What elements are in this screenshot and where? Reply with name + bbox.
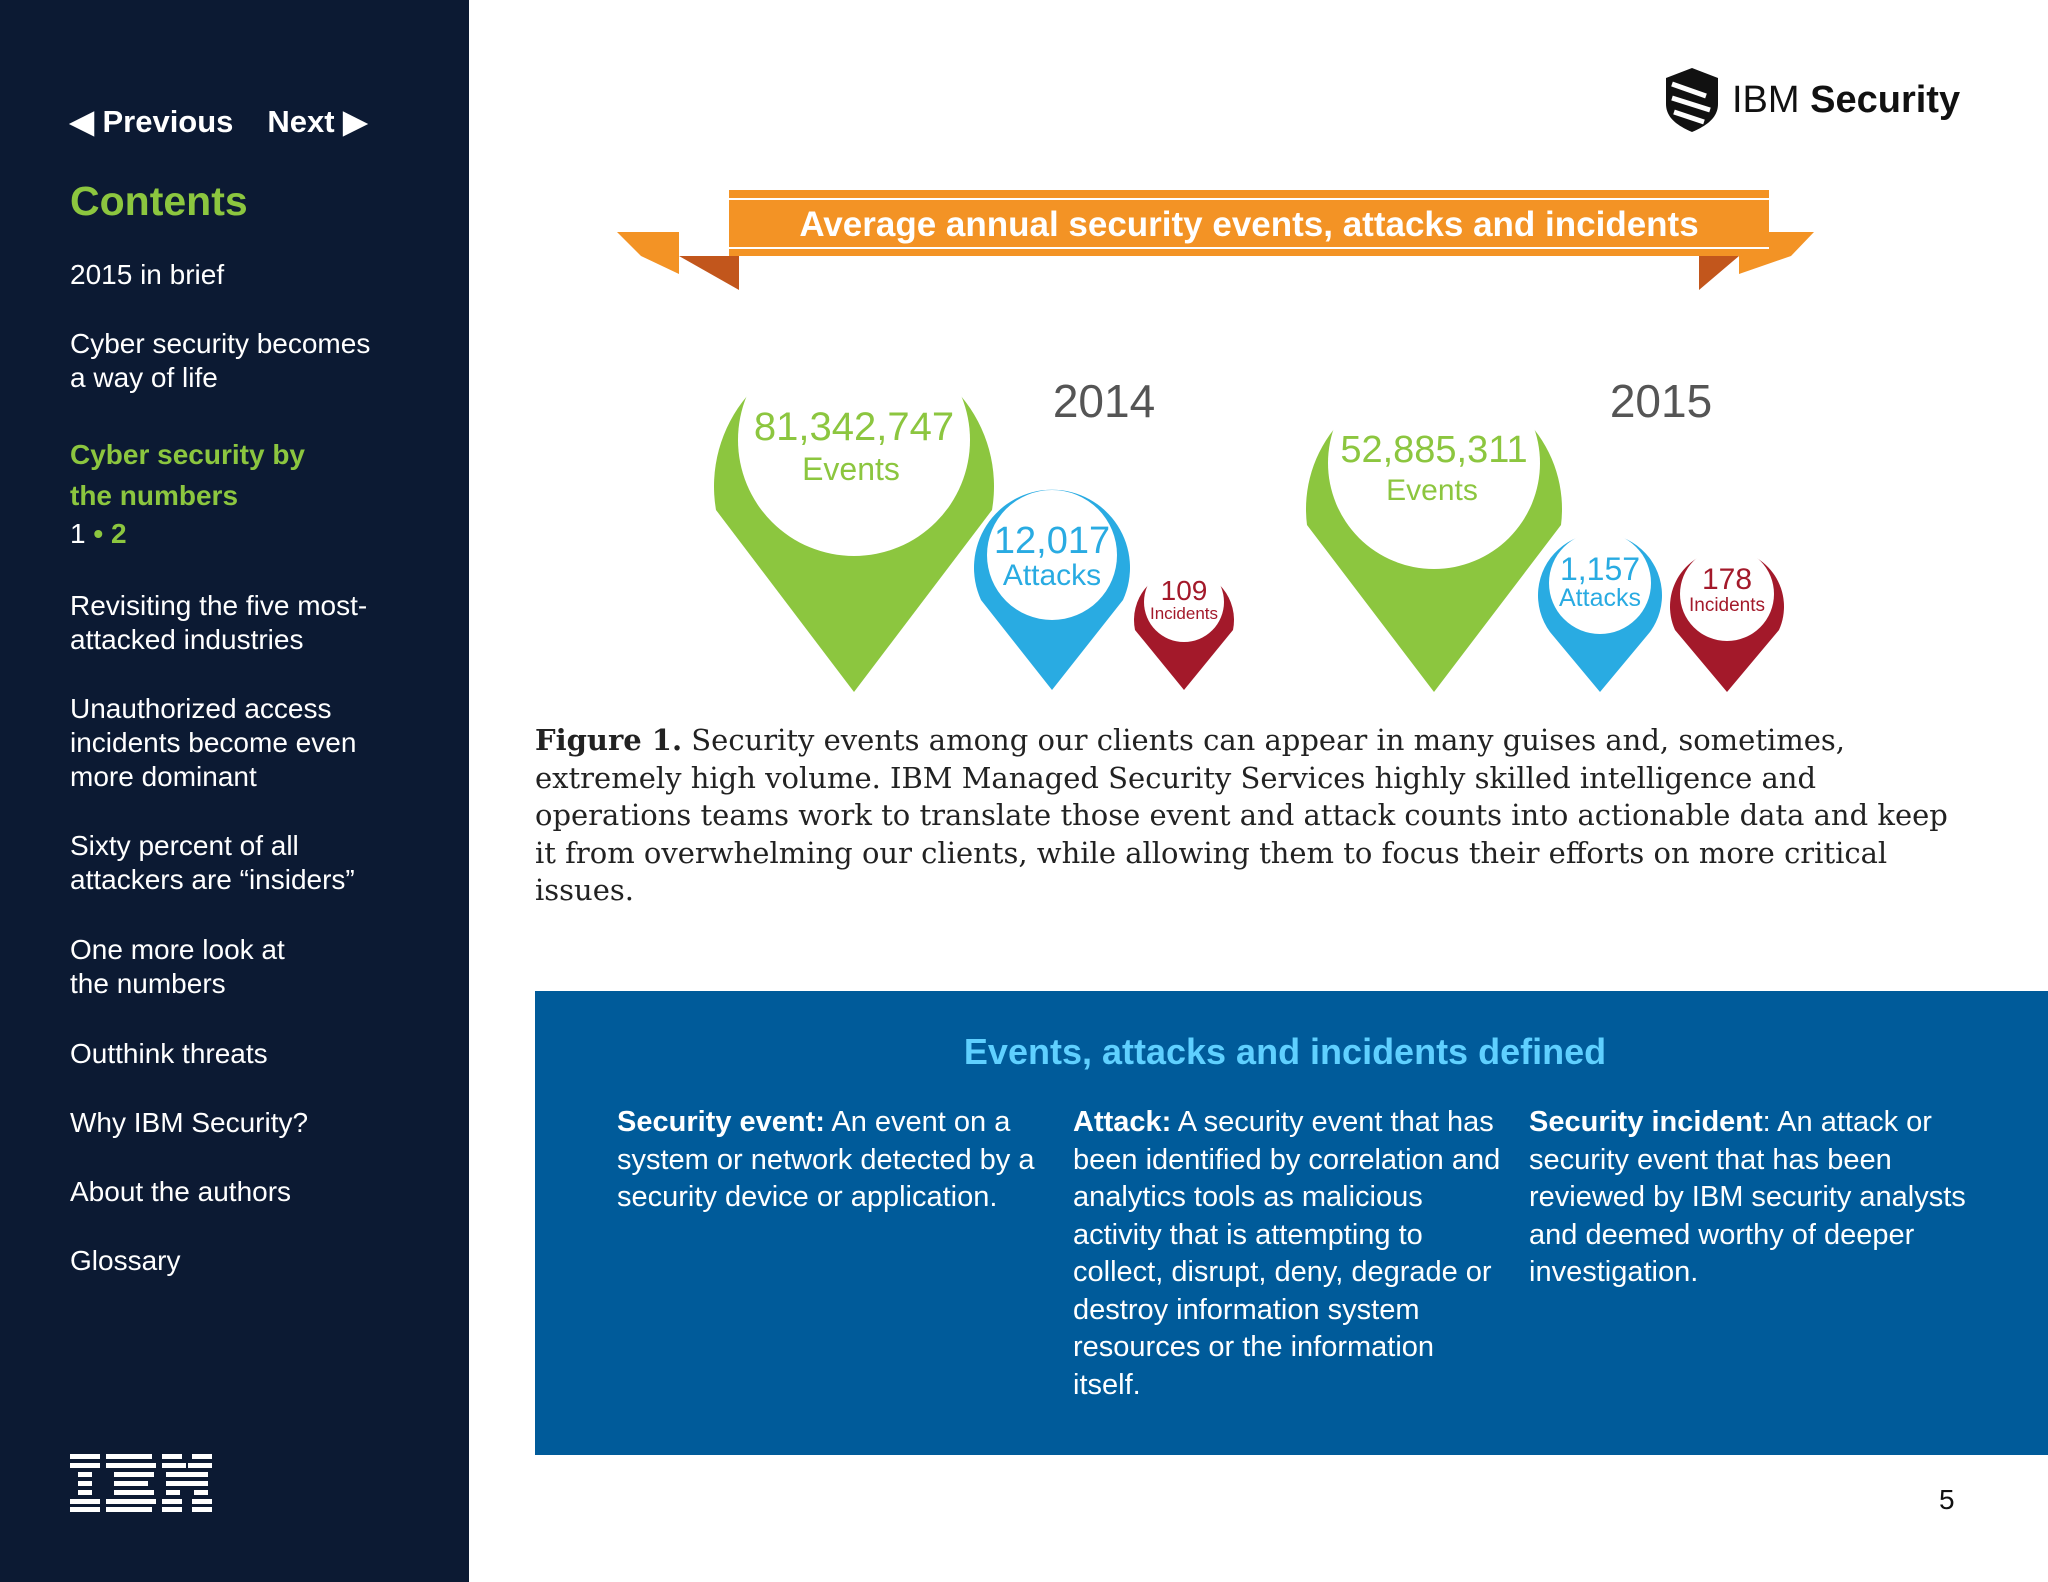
page-nav (70, 104, 367, 140)
toc-item-one-more-look[interactable]: One more look at the numbers (70, 934, 285, 999)
toc-item-why-ibm-security[interactable]: Why IBM Security? (70, 1107, 309, 1138)
events-2015-label: Events (1386, 474, 1478, 507)
triangle-left-icon: ◀ (70, 104, 94, 139)
definition-security-incident (1529, 1104, 1974, 1292)
incidents-2014-value: 109 (1160, 575, 1208, 606)
figure-banner (617, 190, 1814, 290)
incidents-2015-pin (1670, 547, 1784, 692)
next-link[interactable] (267, 104, 367, 140)
attacks-2015-pin (1538, 532, 1662, 692)
toc-item-outthink-threats[interactable]: Outthink threats (70, 1038, 268, 1069)
toc-item-unauthorized-access[interactable]: Unauthorized access incidents become even more dominant (70, 693, 357, 792)
definition-security-event (617, 1104, 1047, 1217)
section-pager (70, 518, 127, 550)
previous-link[interactable] (70, 104, 233, 140)
pager-page-2[interactable]: 2 (110, 518, 127, 549)
events-2014-value: 81,342,747 (753, 405, 955, 449)
attacks-2014-value: 12,017 (993, 520, 1111, 562)
year-2015-label: 2015 (1609, 375, 1713, 427)
attacks-2014-label: Attacks (1002, 559, 1102, 592)
events-2015-pin (1306, 357, 1562, 692)
events-2014-label: Events (802, 451, 900, 487)
brand-security: Security (1810, 78, 1961, 121)
toc-item-by-the-numbers[interactable]: Cyber security by the numbers (70, 439, 305, 511)
attacks-2015-value: 1,157 (1559, 551, 1641, 587)
contents-title: Contents (70, 178, 248, 224)
attacks-2015-label: Attacks (1559, 584, 1641, 612)
toc-item-2015-in-brief[interactable]: 2015 in brief (70, 259, 225, 290)
security-event-text: An event on a system or network detected by a security device or application. (617, 1106, 1035, 1213)
brand-ibm: IBM (1732, 78, 1800, 121)
next-label: Next (267, 104, 335, 139)
previous-label: Previous (102, 104, 234, 139)
toc-item-about-authors[interactable]: About the authors (70, 1176, 292, 1207)
banner-title: Average annual security events, attacks and incidents (799, 205, 1699, 244)
main-content (469, 0, 2048, 1582)
events-2014-pin (714, 324, 994, 692)
attack-term: Attack: (1073, 1106, 1172, 1138)
definition-attack (1073, 1104, 1503, 1404)
figure-caption (535, 722, 1955, 910)
pager-page-1[interactable]: 1 (70, 518, 86, 549)
security-figure (469, 0, 2048, 700)
attack-text: A security event that has been identified by correlation and analytics tools as malicious activity that is attempting to collect, disrupt, deny, degrade or destroy information system resources or the information itself. (1073, 1106, 1501, 1401)
ibm-logo (70, 1454, 216, 1512)
security-incident-text: : An attack or security event that has been reviewed by IBM security analysts and deemed worthy of deeper investigation. (1529, 1106, 1966, 1288)
year-2014-label: 2014 (1052, 375, 1156, 427)
security-event-term: Security event: (617, 1106, 825, 1138)
toc-item-five-industries[interactable]: Revisiting the five most- attacked industries (70, 590, 368, 655)
sidebar (0, 0, 469, 1582)
definitions-title: Events, attacks and incidents defined (963, 1031, 1607, 1072)
page-number: 5 (1939, 1484, 1955, 1515)
incidents-2014-pin (1134, 562, 1234, 690)
incidents-2015-label: Incidents (1688, 595, 1766, 616)
attacks-2014-pin (974, 490, 1130, 690)
toc-item-insiders[interactable]: Sixty percent of all attackers are “insiders” (70, 830, 355, 895)
toc-item-way-of-life[interactable]: Cyber security becomes a way of life (70, 328, 371, 393)
triangle-right-icon: ▶ (343, 104, 368, 139)
caption-text: Security events among our clients can appear in many guises and, sometimes, extremely high volume. IBM Managed Security Services highly skilled intelligence and operations teams work to translate those event and attack counts into actionable data and keep it from overwhelming our clients, while allowing them to focus their efforts on more critical issues. (535, 723, 1948, 907)
toc-item-glossary[interactable]: Glossary (70, 1245, 181, 1276)
incidents-2014-label: Incidents (1149, 604, 1219, 623)
incidents-2015-value: 178 (1701, 563, 1753, 596)
caption-label: Figure 1. (535, 723, 683, 757)
security-incident-term: Security incident (1529, 1106, 1763, 1138)
events-2015-value: 52,885,311 (1340, 429, 1528, 471)
pager-bullet: • (93, 518, 104, 549)
definitions-panel (535, 991, 2048, 1455)
